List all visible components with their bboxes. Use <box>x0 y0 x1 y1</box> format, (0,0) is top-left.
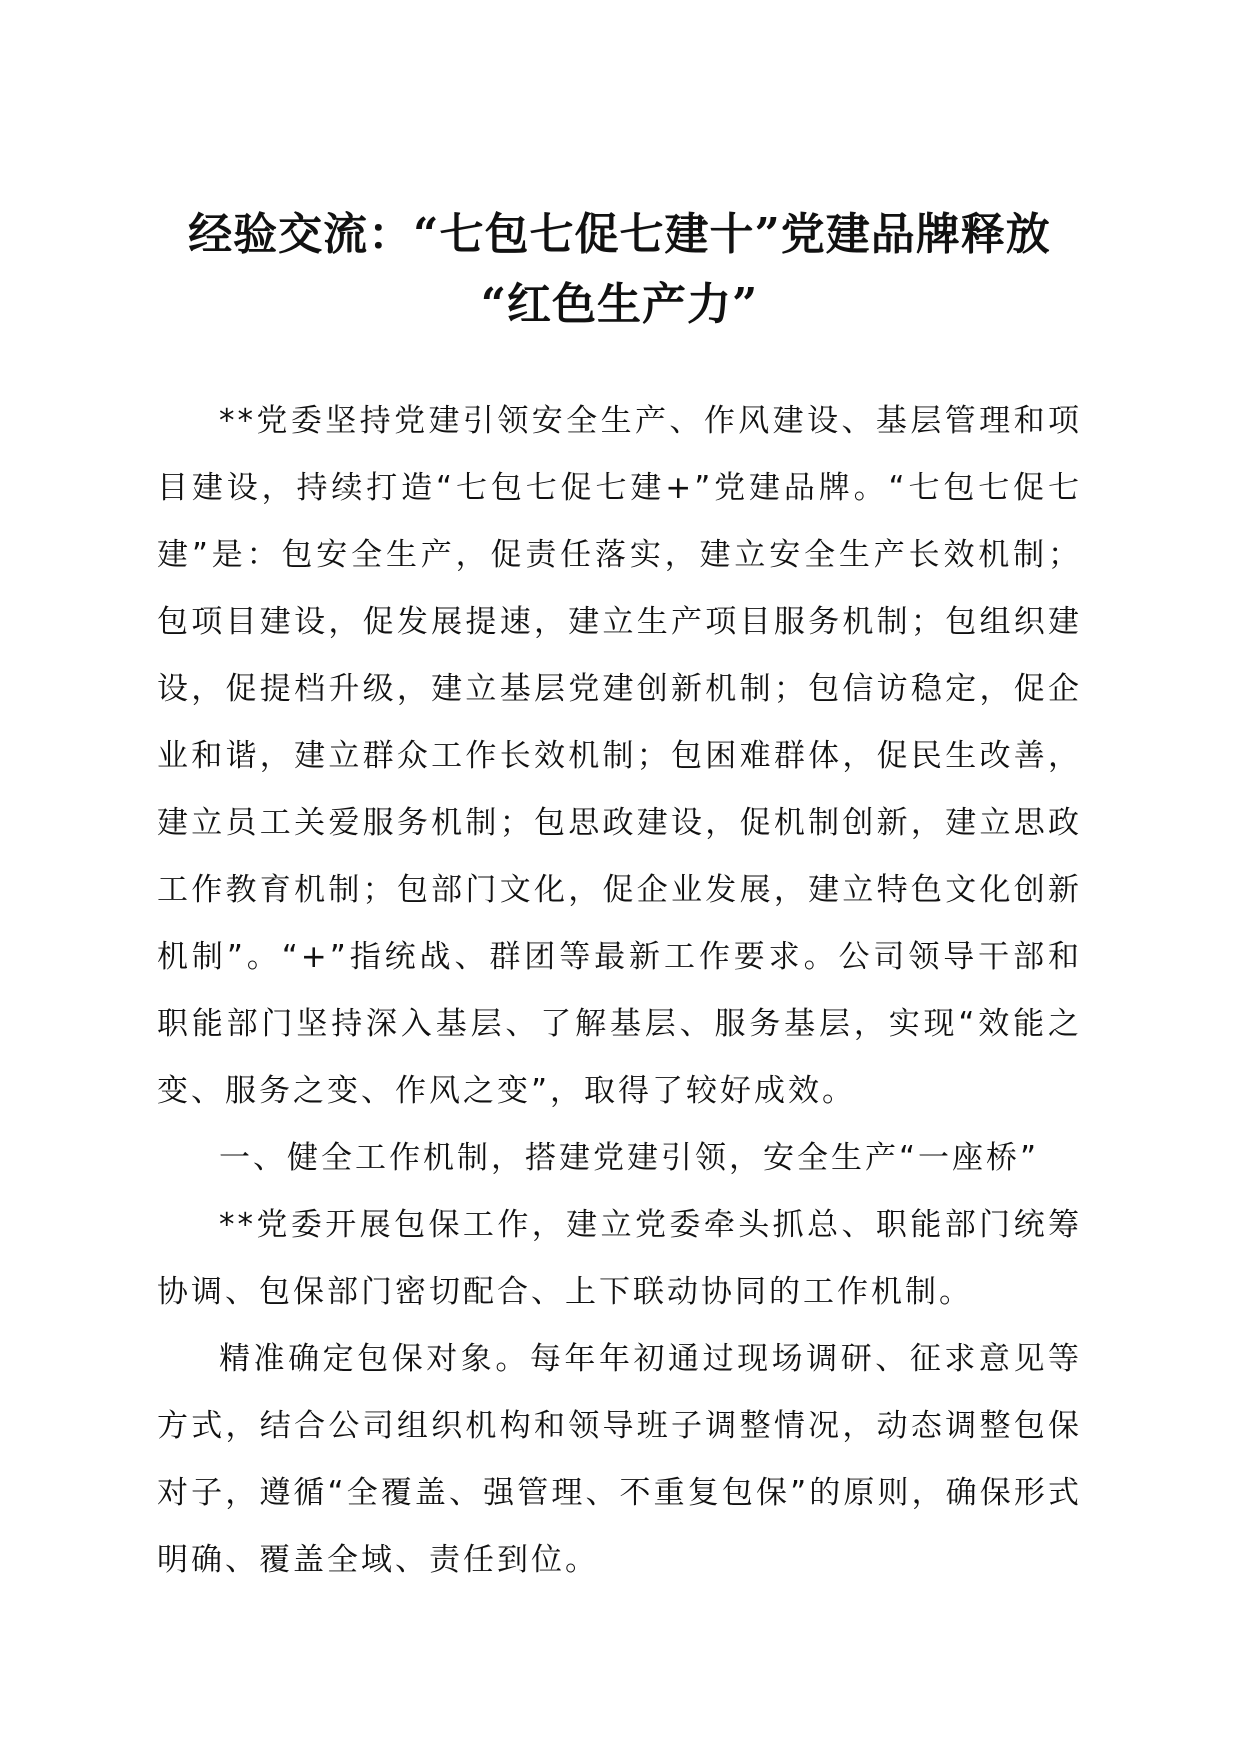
document-body <box>157 200 1082 1594</box>
body-paragraph: 精准确定包保对象。每年年初通过现场调研、征求意见等方式，结合公司组织机构和领导班子调整情况，动态调整包保对子，遵循“全覆盖、强管理、不重复包保”的原则，确保形式明确、覆盖全域、责任到位。 <box>157 1341 1082 1578</box>
body-paragraph: **党委开展包保工作，建立党委牵头抓总、职能部门统筹协调、包保部门密切配合、上下联动协同的工作机制。 <box>157 1207 1082 1310</box>
title-line-1: 经验交流：“七包七促七建十”党建品牌释放 <box>188 209 1051 260</box>
intro-paragraph: **党委坚持党建引领安全生产、作风建设、基层管理和项目建设，持续打造“七包七促七建+”党建品牌。“七包七促七建”是：包安全生产，促责任落实，建立安全生产长效机制；包项目建设，促发展提速，建立生产项目服务机制；包组织建设，促提档升级，建立基层党建创新机制；包信访稳定，促企业和谐，建立群众工作长效机制；包困难群体，促民生改善，建立员工关爱服务机制；包思政建设，促机制创新，建立思政工作教育机制；包部门文化，促企业发展，建立特色文化创新机制”。“+”指统战、群团等最新工作要求。公司领导干部和职能部门坚持深入基层、了解基层、服务基层，实现“效能之变、服务之变、作风之变”，取得了较好成效。 <box>157 403 1082 1109</box>
title-spacing <box>157 340 1082 388</box>
document-title <box>157 200 1082 340</box>
section-heading-1: 一、健全工作机制，搭建党建引领，安全生产“一座桥” <box>219 1140 1040 1176</box>
title-line-2: “红色生产力” <box>480 279 759 330</box>
